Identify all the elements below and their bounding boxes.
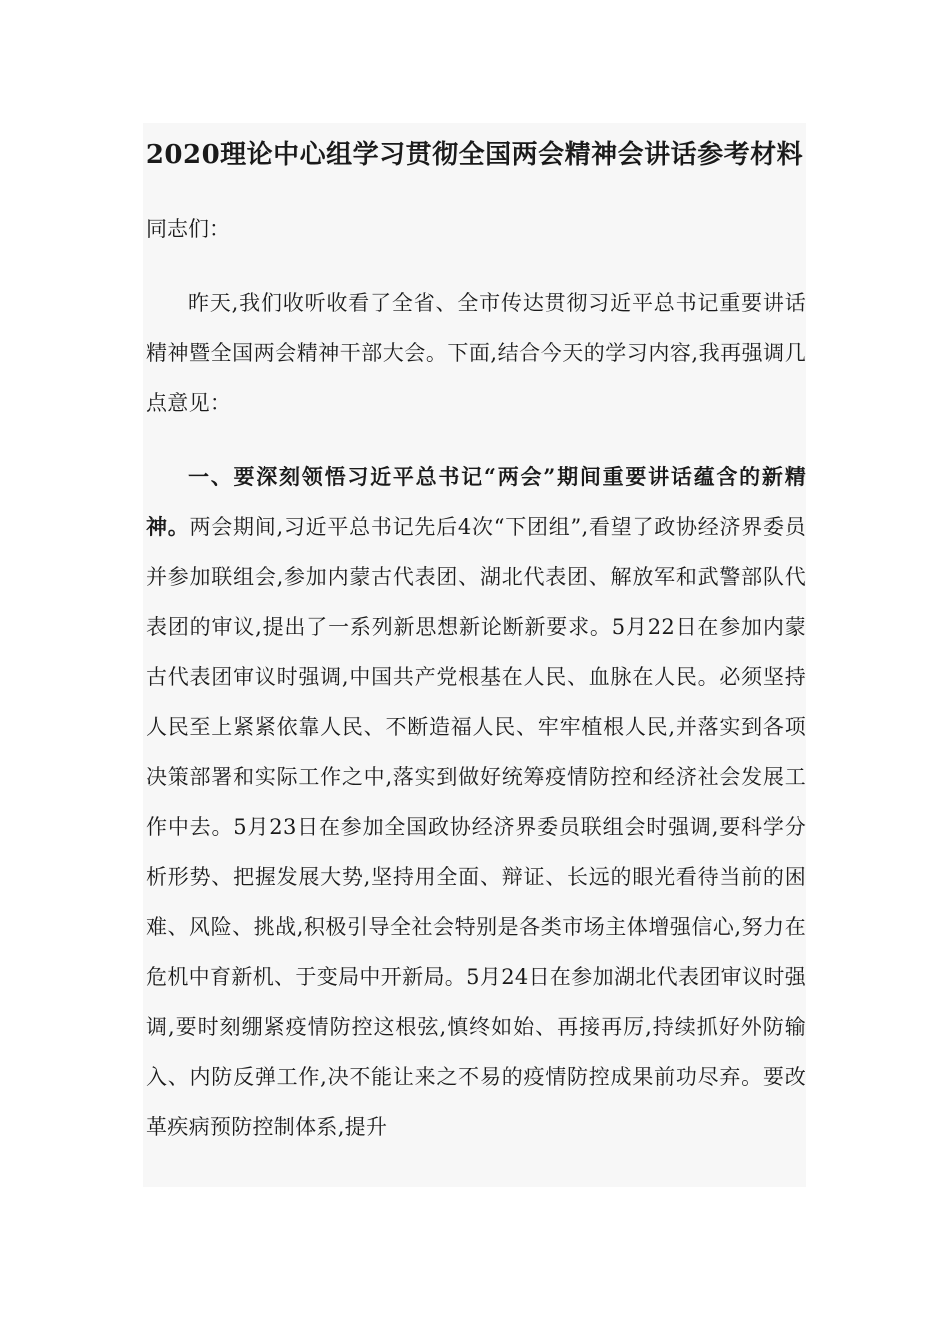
paragraph-intro-text: 昨天,我们收听收看了全省、全市传达贯彻习近平总书记重要讲话精神暨全国两会精神干部大会。下面,结合今天的学习内容,我再强调几点意见：	[146, 291, 806, 415]
section-one-body: 两会期间,习近平总书记先后4次“下团组”,看望了政协经济界委员并参加联组会,参加内蒙古代表团、湖北代表团、解放军和武警部队代表团的审议,提出了一系列新思想新论断新要求。5月22日在参加内蒙古代表团审议时强调,中国共产党根基在人民、血脉在人民。必须坚持人民至上紧紧依靠人民、不断造福人民、牢牢植根人民,并落实到各项决策部署和实际工作之中,落实到做好统筹疫情防控和经济社会发展工作中去。5月23日在参加全国政协经济界委员联组会时强调,要科学分析形势、把握发展大势,坚持用全面、辩证、长远的眼光看待当前的困难、风险、挑战,积极引导全社会特别是各类市场主体增强信心,努力在危机中育新机、于变局中开新局。5月24日在参加湖北代表团审议时强调,要时刻绷紧疫情防控这根弦,慎终如始、再接再厉,持续抓好外防输入、内防反弹工作,决不能让来之不易的疫情防控成果前功尽弃。要改革疾病预防控制体系,提升	[146, 515, 806, 1139]
document-page	[143, 123, 806, 1187]
document-title: 2020理论中心组学习贯彻全国两会精神会讲话参考材料	[145, 140, 804, 170]
paragraph-intro	[146, 278, 806, 428]
paragraph-section-one	[146, 452, 806, 1152]
salutation: 同志们：	[146, 217, 230, 241]
section-one-heading: 一、要深刻领悟习近平总书记“两会”期间重要讲话蕴含的新精神。	[146, 464, 806, 539]
